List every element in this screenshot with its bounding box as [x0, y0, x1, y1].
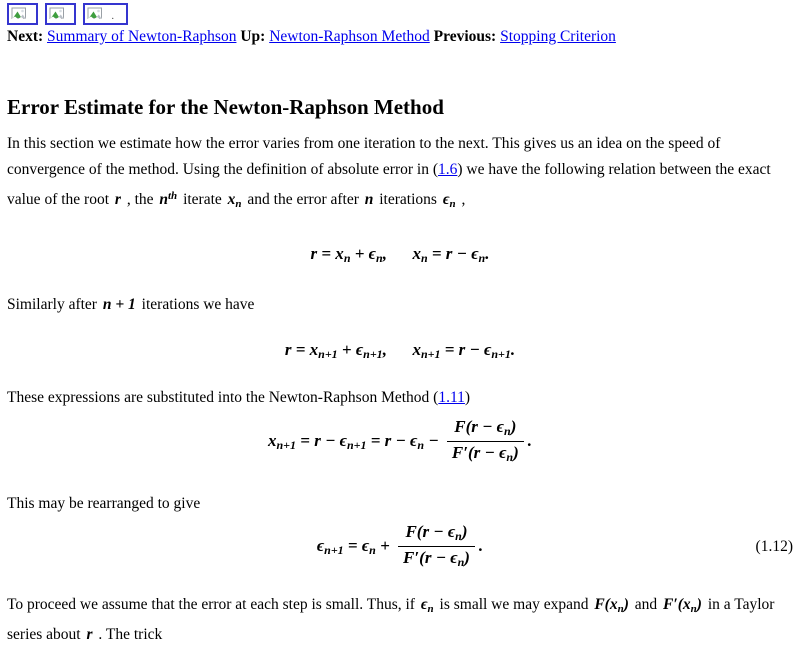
equation-number: (1.12)	[755, 538, 793, 555]
up-label: Up:	[240, 28, 266, 45]
inline-math: $\epsilon_n$	[420, 596, 434, 615]
text-run: To proceed we assume that the error at each step is small. Thus, if	[7, 596, 419, 613]
broken-image-icon	[49, 7, 65, 21]
text-run: iterate	[179, 191, 226, 208]
math-fraction: $\frac{F(r - \epsilon_n)}{F'(r - \epsilon_n)}$	[447, 417, 524, 467]
inline-math: .	[478, 535, 484, 555]
text-run: and	[630, 596, 662, 613]
next-label: Next:	[7, 28, 44, 45]
text-run: is small we may expand	[435, 596, 593, 613]
up-button-broken-image[interactable]	[45, 3, 76, 25]
previous-label: Previous:	[433, 28, 497, 45]
nav-icon-row	[7, 3, 793, 25]
equation-2	[7, 340, 793, 362]
text-run: Similarly after	[7, 296, 101, 313]
inline-math: $F(x_n)$	[594, 596, 629, 615]
text-run: In this section we estimate how the error varies from one iteration to the next. This gives us an idea on the speed of convergence of the method. Using the definition of absolute error in (	[7, 135, 721, 178]
text-run: These expressions are substituted into the Newton-Raphson Method (	[7, 389, 439, 406]
up-link[interactable]: Newton-Raphson Method	[269, 28, 430, 45]
breadcrumb-nav	[7, 29, 793, 45]
text-run: and the error after	[243, 191, 363, 208]
equation-4-body	[315, 522, 485, 569]
inline-math: $x_{n+1} = r - \epsilon_{n+1} = r - \epsilon_n$ −	[268, 430, 443, 452]
inline-math: $n^{th}$	[159, 190, 178, 208]
paragraph-intro	[7, 131, 793, 217]
inline-math: r	[114, 191, 121, 208]
equation-3	[7, 417, 793, 467]
paragraph-taylor	[7, 592, 793, 648]
page-title: Error Estimate for the Newton-Raphson Method	[7, 95, 444, 119]
paragraph-rearranged	[7, 491, 793, 517]
alt-text-dot: .	[111, 11, 114, 22]
text-run: , the	[122, 191, 158, 208]
inline-math: $r = x_n + \epsilon_n$, $x_n = r - \epsilon_n$.	[310, 244, 490, 265]
broken-image-icon	[11, 7, 27, 21]
inline-math: $\epsilon_n$	[442, 191, 456, 210]
previous-button-broken-image[interactable]	[83, 3, 128, 25]
equation-4-numbered	[7, 522, 793, 572]
broken-image-icon	[87, 7, 103, 21]
text-run: ,	[457, 191, 466, 208]
inline-math: r	[86, 626, 93, 643]
text-run: iterations	[375, 191, 441, 208]
inline-math: $x_n$	[227, 191, 242, 210]
paragraph-substituted	[7, 385, 793, 411]
previous-link[interactable]: Stopping Criterion	[500, 28, 616, 45]
inline-math: $r = x_{n+1} + \epsilon_{n+1}$, $x_{n+1} = r - \epsilon_{n+1}$.	[284, 340, 516, 361]
paragraph-similarly	[7, 292, 793, 318]
text-run: in a Taylor series about	[7, 596, 775, 643]
inline-math: $\epsilon_{n+1} = \epsilon_n$ +	[316, 535, 395, 557]
inline-link[interactable]: 1.11	[438, 389, 465, 406]
text-run: This may be rearranged to give	[7, 495, 201, 512]
math-fraction: $\frac{F(r - \epsilon_n)}{F'(r - \epsilon_n)}$	[398, 522, 475, 572]
inline-math: n + 1	[102, 296, 136, 313]
inline-math: $F'(x_n)$	[663, 596, 702, 615]
equation-1	[7, 244, 793, 266]
next-button-broken-image[interactable]	[7, 3, 38, 25]
text-run: ) we have the following relation between the exact value of the root	[7, 161, 771, 208]
text-run: . The trick	[94, 626, 163, 643]
inline-link[interactable]: 1.6	[438, 161, 458, 178]
next-link[interactable]: Summary of Newton-Raphson	[47, 28, 237, 45]
text-run: )	[464, 389, 471, 406]
inline-math: .	[527, 430, 532, 450]
inline-math: n	[364, 191, 374, 208]
text-run: iterations we have	[137, 296, 255, 313]
